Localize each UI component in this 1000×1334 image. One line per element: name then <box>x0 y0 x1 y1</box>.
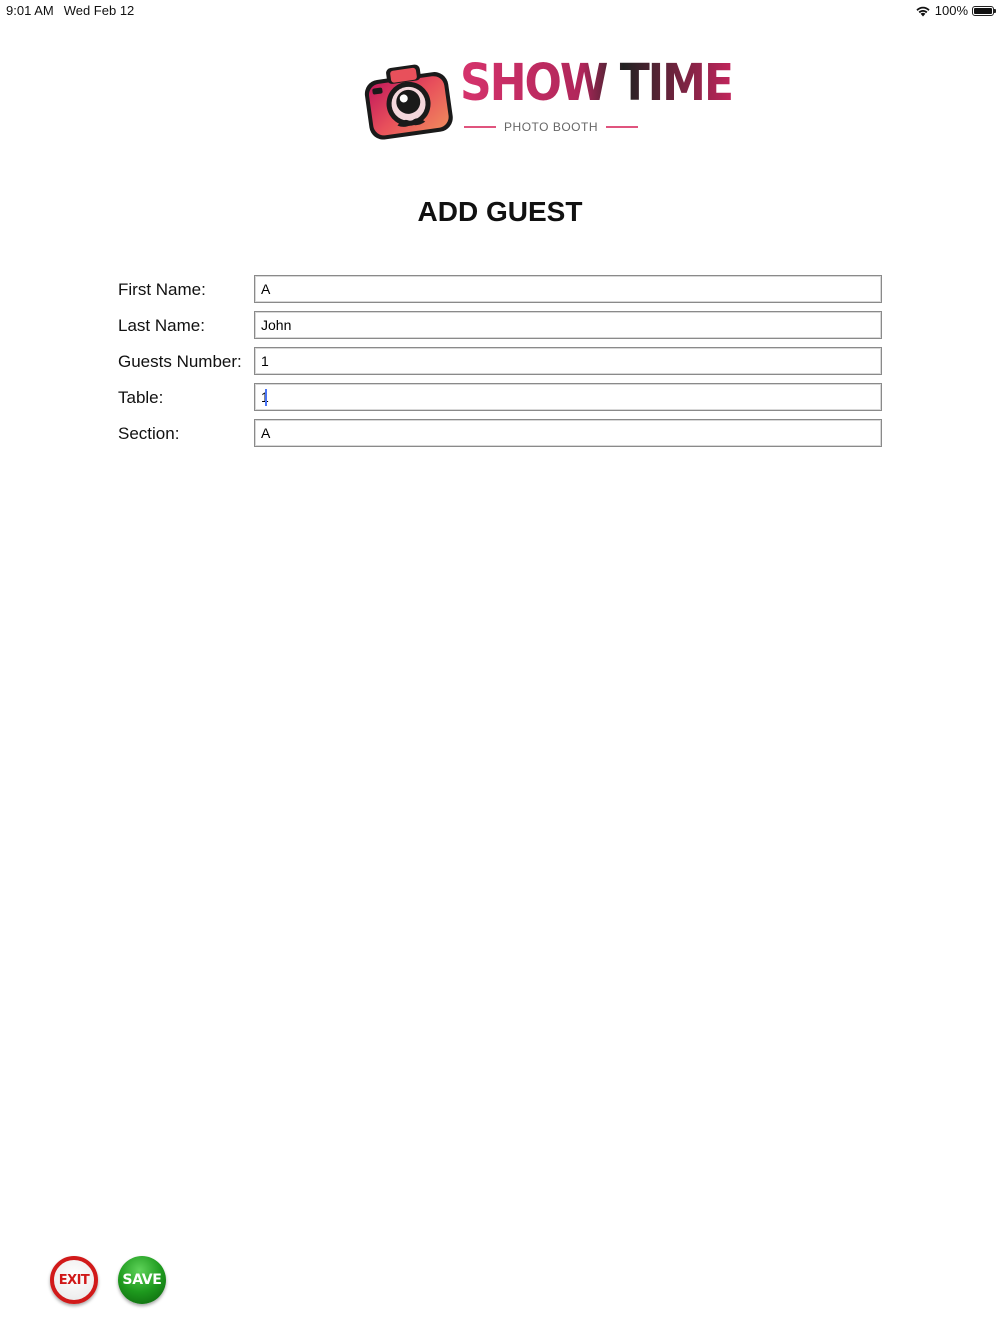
guests-number-label: Guests Number: <box>118 352 242 371</box>
status-left <box>6 3 134 18</box>
section-field[interactable] <box>254 419 882 447</box>
logo-divider-right <box>606 126 638 128</box>
status-bar <box>0 0 1000 22</box>
status-right <box>915 3 994 18</box>
logo-wordmark: SHOW TIME <box>460 54 732 113</box>
status-time: 9:01 AM <box>6 3 54 18</box>
battery-percent: 100% <box>934 3 968 18</box>
logo-divider-left <box>464 126 496 128</box>
add-guest-form <box>118 275 884 455</box>
table-field[interactable] <box>254 383 882 411</box>
guests-number-row <box>118 347 884 383</box>
save-button-label: SAVE <box>122 1272 162 1288</box>
guests-number-field[interactable] <box>254 347 882 375</box>
exit-button-label: EXIT <box>58 1272 90 1288</box>
camera-logo-icon <box>360 54 455 144</box>
logo-subtitle-row <box>464 120 638 134</box>
first-name-row <box>118 275 884 311</box>
section-label: Section: <box>118 424 180 443</box>
last-name-row <box>118 311 884 347</box>
last-name-label: Last Name: <box>118 316 205 335</box>
battery-icon <box>972 6 994 16</box>
battery-fill <box>974 8 992 14</box>
table-label: Table: <box>118 388 164 407</box>
exit-button[interactable] <box>50 1256 98 1304</box>
page-title: ADD GUEST <box>417 196 583 227</box>
text-cursor <box>265 389 267 406</box>
app-logo <box>360 52 732 144</box>
last-name-field[interactable] <box>254 311 882 339</box>
first-name-label: First Name: <box>118 280 206 299</box>
section-row <box>118 419 884 455</box>
status-date: Wed Feb 12 <box>63 3 135 18</box>
first-name-field[interactable] <box>254 275 882 303</box>
table-row <box>118 383 884 419</box>
wifi-icon <box>915 5 931 17</box>
save-button[interactable] <box>118 1256 166 1304</box>
logo-subtitle: PHOTO BOOTH <box>504 120 598 134</box>
